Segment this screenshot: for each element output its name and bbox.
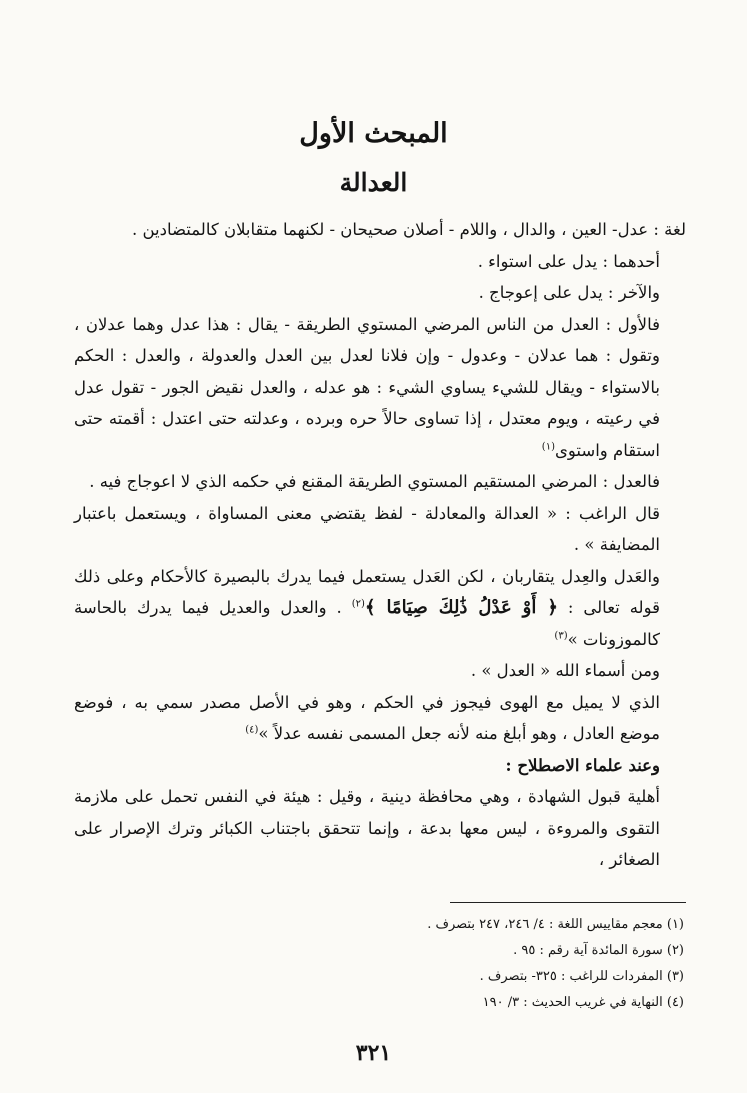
footnote-4: (٤) النهاية في غريب الحديث : ٣/ ١٩٠ [482, 995, 684, 1010]
main-text [74, 214, 686, 876]
paragraph-first-meaning: أحدهما : يدل على استواء . [477, 251, 660, 271]
footnote-2: (٢) سورة المائدة آية رقم : ٩٥ . [513, 943, 684, 958]
footnote-ref: (١) [541, 441, 555, 452]
footnote-ref: (٣) [554, 630, 568, 641]
footnote-1: (١) معجم مقاييس اللغة : ٤/ ٢٤٦، ٢٤٧ بتصرف . [427, 917, 684, 932]
paragraph-text: والعَدل والعِدل يتقاربان ، لكن العَدل يستعمل فيما يدرك بالبصيرة كالأحكام وعلى ذلك قوله تعالى : [74, 566, 660, 617]
footnote-ref: (٤) [245, 724, 259, 736]
footnote-separator [450, 902, 686, 903]
footnote-ref: (٢) [351, 598, 365, 610]
paragraph-language-definition: لغة : عدل- العين ، والدال ، واللام - أصلان صحيحان - لكنهما متقابلان كالمتضادين . [131, 220, 686, 239]
paragraph-divine-name: ومن أسماء الله « العدل » . [470, 661, 660, 680]
paragraph-text: . والعدل والعديل فيما يدرك بالحاسة كالموزونات » [74, 598, 660, 649]
paragraph-text: الذي لا يميل مع الهوى فيجوز في الحكم ، وهو في الأصل مصدر سمي به ، فوضع موضع العادل ، وهو أبلغ منه لأنه جعل المسمى نفسه عدلاً » [74, 692, 660, 743]
section-heading: المبحث الأول [299, 118, 448, 149]
paragraph-divine-name-explained [74, 687, 686, 750]
section-subheading: العدالة [339, 168, 408, 197]
paragraph-first-explained [74, 309, 686, 467]
paragraph-adl-definition: فالعدل : المرضي المستقيم المستوي الطريقة المقنع في حكمه الذي لا اعوجاج فيه . [89, 472, 660, 491]
page-number: ٣٢١ [355, 1040, 392, 1066]
paragraph-adl-idl [74, 561, 686, 656]
paragraph-technical-heading: وعند علماء الاصطلاح : [505, 755, 660, 775]
paragraph-technical-definition: أهلية قبول الشهادة ، وهي محافظة دينية ، وقيل : هيئة في النفس تحمل على ملازمة التقوى والمروءة ، ليس معها بدعة ، وإنما تتحقق باجتناب الكبائر وترك الإصرار على الصغائر ، [74, 787, 660, 869]
paragraph-raghib-quote: قال الراغب : « العدالة والمعادلة - لفظ يقتضي معنى المساواة ، ويستعمل باعتبار المضايفة » . [74, 503, 660, 554]
paragraph-text: فالأول : العدل من الناس المرضي المستوي الطريقة - يقال : هذا عدل وهما عدلان ، وتقول : هما عدلان - وعدول - وإن فلانا لعدل بين العدل والعدولة ، والعدل : الحكم بالاستواء - ويقال للشيء يساوي الشيء : هو عدله ، والعدل نقيض الجور - تقول عدل في رعيته ، ويوم معتدل ، إذا تساوى حالاً حره وبرده ، وعدلته حتى اعتدل : أقمته حتى استقام واستوى [74, 314, 660, 460]
quran-verse: ﴿ أَوْ عَدْلُ ذَٰلِكَ صِيَامًا ﴾ [364, 597, 558, 618]
paragraph-second-meaning: والآخر : يدل على إعوجاج . [478, 283, 660, 302]
footnote-3: (٣) المفردات للراغب : ٣٢٥- بتصرف . [479, 969, 684, 984]
footnotes [74, 912, 686, 1016]
